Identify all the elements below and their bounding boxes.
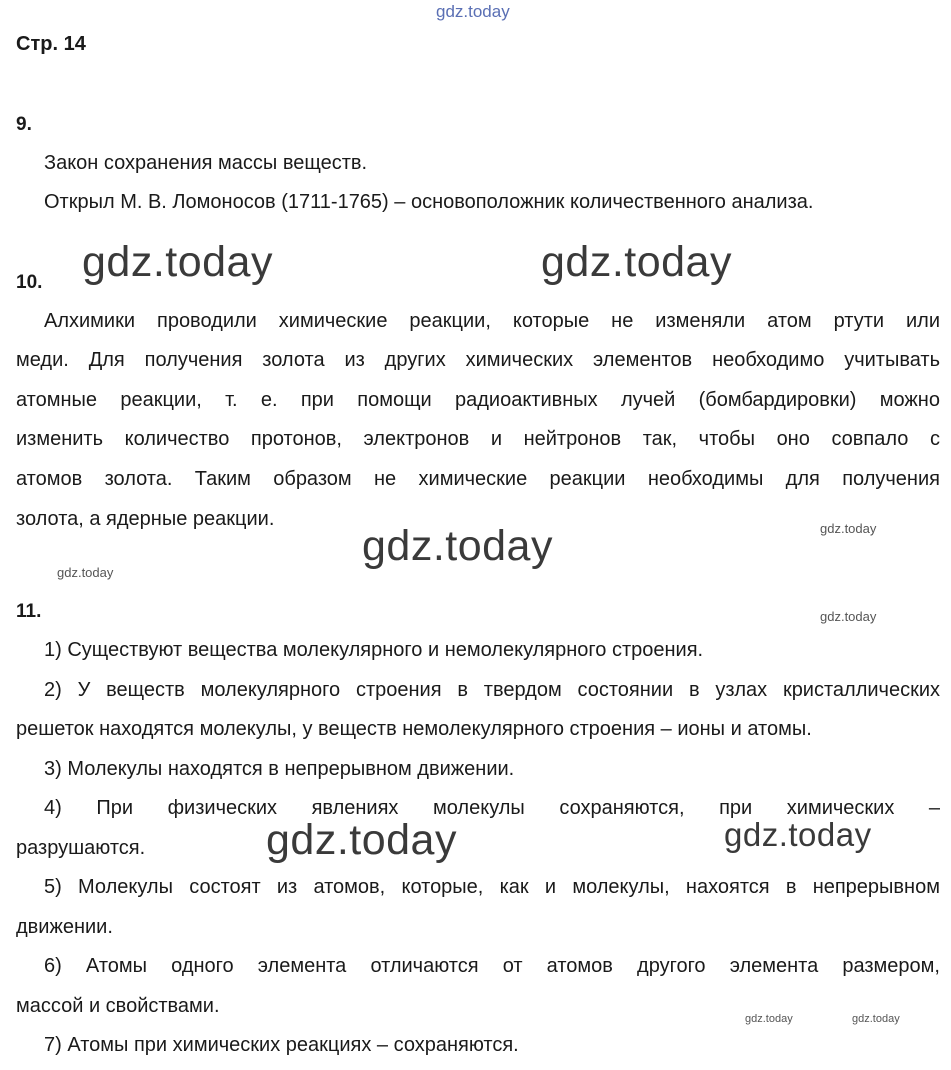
section-number: 11. bbox=[16, 601, 42, 622]
paragraph-line: меди. Для получения золота из других химических элементов необходимо учитывать bbox=[16, 349, 940, 371]
watermark-large: gdz.today bbox=[541, 238, 732, 286]
list-item: 2) У веществ молекулярного строения в твердом состоянии в узлах кристаллических bbox=[44, 679, 941, 701]
paragraph-line: изменить количество протонов, электронов и нейтронов так, чтобы оно совпало с bbox=[16, 428, 940, 450]
watermark-small: gdz.today bbox=[852, 1013, 900, 1025]
list-item: 3) Молекулы находятся в непрерывном движении. bbox=[44, 758, 515, 780]
list-item: массой и свойствами. bbox=[16, 995, 220, 1017]
paragraph-line: атомные реакции, т. е. при помощи радиоактивных лучей (бомбардировки) можно bbox=[16, 389, 940, 411]
watermark-top: gdz.today bbox=[436, 2, 510, 21]
paragraph-line: золота, а ядерные реакции. bbox=[16, 508, 275, 530]
watermark-medium: gdz.today bbox=[724, 816, 872, 853]
watermark-small: gdz.today bbox=[745, 1013, 793, 1025]
paragraph-line: атомов золота. Таким образом не химические реакции необходимы для получения bbox=[16, 468, 940, 490]
list-item: 1) Существуют вещества молекулярного и немолекулярного строения. bbox=[44, 639, 704, 661]
page-title: Стр. 14 bbox=[16, 33, 86, 55]
watermark-small: gdz.today bbox=[57, 565, 114, 580]
paragraph-line: Открыл М. В. Ломоносов (1711-1765) – основоположник количественного анализа. bbox=[44, 191, 814, 213]
paragraph-line: Алхимики проводили химические реакции, которые не изменяли атом ртути или bbox=[44, 310, 940, 332]
list-item: 5) Молекулы состоят из атомов, которые, как и молекулы, нахоятся в непрерывном bbox=[44, 876, 940, 898]
list-item: 6) Атомы одного элемента отличаются от атомов другого элемента размером, bbox=[44, 955, 940, 977]
list-item: решеток находятся молекулы, у веществ немолекулярного строения – ионы и атомы. bbox=[16, 718, 812, 740]
list-item: 7) Атомы при химических реакциях – сохраняются. bbox=[44, 1034, 519, 1056]
list-item: разрушаются. bbox=[16, 837, 146, 859]
watermark-small: gdz.today bbox=[820, 609, 877, 624]
section-number: 10. bbox=[16, 272, 43, 293]
section-number: 9. bbox=[16, 114, 32, 135]
watermark-large: gdz.today bbox=[82, 238, 273, 286]
watermark-large: gdz.today bbox=[362, 522, 553, 570]
watermark-small: gdz.today bbox=[820, 521, 877, 536]
paragraph-line: Закон сохранения массы веществ. bbox=[44, 152, 368, 174]
watermark-large: gdz.today bbox=[266, 816, 457, 864]
list-item: 4) При физических явлениях молекулы сохраняются, при химических – bbox=[44, 797, 941, 819]
list-item: движении. bbox=[16, 916, 113, 938]
